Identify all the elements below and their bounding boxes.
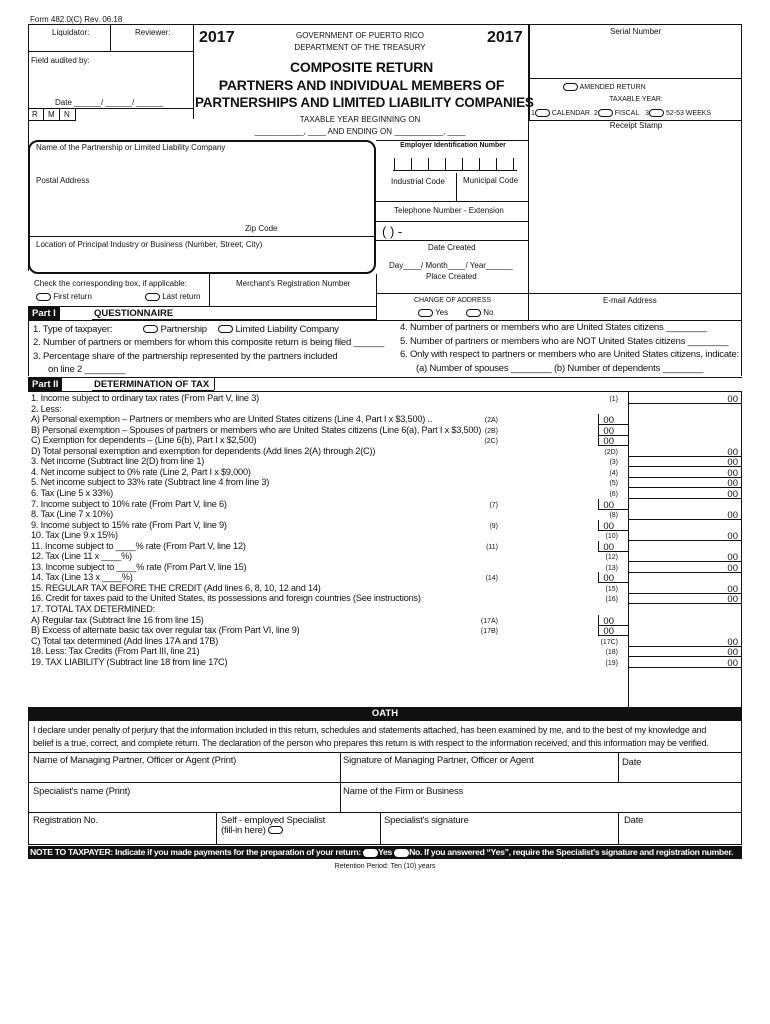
part2-line-text: C) Exemption for dependents – (Line 6(b), Part I x $2,500): [31, 435, 257, 445]
part2-line-text: 18. Less: Tax Credits (From Part III, line 21): [31, 646, 200, 656]
first-return-label: First return: [53, 292, 92, 302]
note-yes-label: Yes: [378, 847, 393, 857]
part2-line-ref: (15): [605, 586, 618, 593]
change-no-label: No: [483, 308, 494, 318]
date-field[interactable]: Date: [622, 757, 642, 768]
part2-line-ref: (6): [609, 491, 618, 498]
part2-line-text: 8. Tax (Line 7 x 10%): [31, 509, 113, 519]
ty-opt2-num: 2: [593, 109, 598, 117]
partnership-oval[interactable]: [143, 325, 158, 333]
weeks-oval[interactable]: [649, 109, 664, 117]
gov-line2: DEPARTMENT OF THE TREASURY: [294, 43, 426, 52]
part2-line-text: D) Total personal exemption and exemption for dependents (Add lines 2(A) through 2(C)): [31, 446, 376, 456]
ty-opt1-num: 1: [531, 109, 535, 117]
q1-llc[interactable]: [218, 325, 339, 335]
part2-line-text: A) Regular tax (Subtract line 16 from line 15): [31, 615, 204, 625]
part2-tag: Part II: [28, 378, 62, 391]
q1-label: 1. Type of taxpayer:: [33, 324, 113, 335]
change-no-oval[interactable]: [466, 309, 481, 317]
note-yes-oval[interactable]: [363, 849, 378, 857]
part2-line-text: B) Personal exemption – Spouses of partners or members who are United States citizens (Line 6(a), Part I x $3,500): [31, 425, 482, 435]
last-return-oval[interactable]: [145, 293, 160, 301]
part2-line-ref: (7): [489, 502, 498, 509]
llc-oval[interactable]: [218, 325, 233, 333]
self-employed-oval[interactable]: [268, 826, 283, 834]
part2-line-ref: (19): [605, 660, 618, 667]
q2-label: 2. Number of partners or members for whom this composite return is being filed ______: [33, 337, 385, 348]
part2-line-ref: (2B): [484, 428, 498, 435]
part2-line-ref: (2D): [604, 449, 618, 456]
part2-mid-cents: 00: [603, 426, 614, 437]
ty-opt3-num: 3: [645, 109, 649, 117]
part2-line-ref: (1): [609, 396, 618, 403]
tax-year-begin: TAXABLE YEAR BEGINNING ON: [299, 115, 421, 124]
telephone-label: Telephone Number - Extension: [394, 206, 504, 215]
managing-sig-field[interactable]: Signature of Managing Partner, Officer or Agent: [343, 755, 534, 766]
part2-line-text: 2. Less:: [31, 404, 62, 414]
part2-line-ref: (2C): [484, 438, 498, 445]
part2-right-cents: 00: [727, 489, 738, 500]
part2-line-ref: (13): [605, 565, 618, 572]
part2-line-text: 3. Net income (Subtract line 2(D) from line 1): [31, 456, 205, 466]
part2-line-ref: (2A): [484, 417, 498, 424]
ty-opt2-label: FISCAL: [614, 109, 640, 117]
part2-line-text: 16. Credit for taxes paid to the United States, its possessions and foreign countries (See instructions): [31, 593, 421, 603]
field-audited-label: Field audited by:: [31, 56, 90, 65]
part2-line-ref: (11): [486, 544, 498, 551]
part2-line-text: C) Total tax determined (Add lines 17A and 17B): [31, 636, 219, 646]
part2-line-ref: (12): [605, 554, 618, 561]
part2-line-ref: (14): [485, 575, 498, 582]
part2-line-text: B) Excess of alternate basic tax over regular tax (From Part VI, line 9): [31, 625, 300, 635]
part2-line-ref: (17B): [480, 628, 498, 635]
place-created-label: Place Created: [426, 272, 477, 281]
part2-right-cents: 00: [727, 584, 738, 595]
part2-line-text: 13. Income subject to ____% rate (From Part V, line 15): [31, 562, 247, 572]
phone-input[interactable]: ( ) -: [382, 224, 403, 239]
part2-line-text: 19. TAX LIABILITY (Subtract line 18 from line 17C): [31, 657, 228, 667]
ty-opt1-label: CALENDAR: [551, 109, 590, 117]
date2-field[interactable]: Date: [624, 815, 644, 826]
first-return-oval[interactable]: [36, 293, 51, 301]
part2-line-ref: (17A): [480, 618, 498, 625]
part2-right-cents: 00: [727, 647, 738, 658]
q1-partnership[interactable]: [143, 325, 207, 335]
merchant-reg-label: Merchant's Registration Number: [236, 279, 351, 288]
oath-text1: I declare under penalty of perjury that the information included in this return, schedules and statements attached, has been examined by me, and to the best of my knowledge and: [33, 725, 707, 735]
part2-mid-cents: 00: [603, 542, 614, 553]
part2-line-ref: (9): [489, 523, 498, 530]
part2-mid-cents: 00: [603, 616, 614, 627]
part2-line-ref: (8): [609, 512, 618, 519]
part2-mid-cents: 00: [603, 626, 614, 637]
date-created-label: Date Created: [428, 243, 476, 252]
part2-mid-cents: 00: [603, 415, 614, 426]
location-label: Location of Principal Industry or Business (Number, Street, City): [36, 240, 263, 249]
part2-mid-cents: 00: [603, 573, 614, 584]
specialist-sig-field[interactable]: Specialist's signature: [384, 815, 469, 826]
identity-rounded-box[interactable]: [28, 140, 376, 274]
part2-right-cents: 00: [727, 394, 738, 405]
reviewer-label: Reviewer:: [135, 28, 171, 37]
part2-right-cents: 00: [727, 594, 738, 605]
self-employed-label: Self - employed Specialist: [221, 815, 326, 826]
part2-line-ref: (16): [605, 596, 618, 603]
part2-mid-cents: 00: [603, 500, 614, 511]
title-composite: COMPOSITE RETURN: [289, 59, 434, 75]
q6-label: 6. Only with respect to partners or members who are United States citizens, indicate:: [400, 349, 739, 360]
date-created-input[interactable]: Day____/ Month____/ Year______: [389, 261, 513, 270]
last-return-option[interactable]: [145, 293, 200, 301]
date-line: Date ______/ ______/ ______: [55, 98, 164, 107]
managing-name-field[interactable]: Name of Managing Partner, Officer or Agent (Print): [33, 755, 237, 766]
year-left: 2017: [199, 29, 235, 46]
part2-heading: DETERMINATION OF TAX: [94, 379, 210, 390]
gov-line1: GOVERNMENT OF PUERTO RICO: [295, 31, 424, 40]
first-return-option[interactable]: [36, 293, 92, 301]
oath-heading: OATH: [371, 708, 399, 719]
part2-line-ref: (18): [605, 649, 618, 656]
part2-right-cents: 00: [727, 531, 738, 542]
rmn-r: R: [32, 110, 38, 119]
year-right: 2017: [487, 29, 523, 46]
q3-label: 3. Percentage share of the partnership represented by the partners included: [33, 351, 338, 362]
serial-number-label: Serial Number: [610, 27, 662, 36]
fiscal-oval[interactable]: [598, 109, 613, 117]
note-no-oval[interactable]: [394, 849, 409, 857]
change-yes-label: Yes: [435, 308, 449, 318]
check-box-label: Check the corresponding box, if applicable:: [34, 279, 187, 288]
part2-line-text: A) Personal exemption – Partners or members who are United States citizens (Line 4, Part I x $3,500) ..: [31, 414, 433, 424]
part2-line-ref: (3): [609, 459, 618, 466]
receipt-stamp: Receipt Stamp: [609, 121, 663, 130]
part2-right-cents: 00: [727, 563, 738, 574]
self-employed-fill[interactable]: [221, 826, 283, 836]
oath-text2: belief is a true, correct, and complete return. The declaration of the person who prepares this return is with respect to the information received, and this information may be verified.: [33, 738, 709, 748]
part2-line-text: 9. Income subject to 15% rate (From Part V, line 9): [31, 520, 227, 530]
q6b-label: (a) Number of spouses ________ (b) Number of dependents ________: [416, 363, 704, 374]
part2-line-ref: (10): [605, 533, 618, 540]
q4-label: 4. Number of partners or members who are United States citizens ________: [400, 322, 707, 333]
part2-line-text: 1. Income subject to ordinary tax rates (From Part V, line 3): [31, 393, 259, 403]
part2-line-text: 17. TOTAL TAX DETERMINED:: [31, 604, 155, 614]
change-address-yes[interactable]: [418, 309, 448, 317]
amended-label: AMENDED RETURN: [579, 83, 646, 91]
taxable-year-label: TAXABLE YEAR:: [609, 96, 663, 103]
ein-label: Employer Identification Number: [400, 142, 506, 149]
part2-mid-cents: 00: [603, 436, 614, 447]
municipal-code-label: Municipal Code: [463, 176, 519, 185]
part2-line-text: 5. Net income subject to 33% rate (Subtract line 4 from line 3): [31, 477, 270, 487]
part2-line-text: 10. Tax (Line 9 x 15%): [31, 530, 118, 540]
change-address-label: CHANGE OF ADDRESS: [413, 297, 491, 304]
q5-label: 5. Number of partners or members who are NOT United States citizens ________: [400, 336, 729, 347]
note-no-label: No. If you answered “Yes”, require the Specialist's signature and registration number.: [409, 847, 734, 857]
registration-field[interactable]: Registration No.: [33, 815, 98, 826]
part2-mid-cents: 00: [603, 521, 614, 532]
part2-line-text: 15. REGULAR TAX BEFORE THE CREDIT (Add lines 6, 8, 10, 12 and 14): [31, 583, 321, 593]
part2-right-cents: 00: [727, 457, 738, 468]
ty-opt3-label: 52-53 WEEKS: [665, 109, 712, 117]
part2-line-text: 4. Net income subject to 0% rate (Line 2, Part I x $9,000): [31, 467, 251, 477]
specialist-name-field[interactable]: Specialist's name (Print): [33, 786, 131, 797]
part2-line-text: 14. Tax (Line 13 x ____%): [31, 572, 133, 582]
postal-address-label: Postal Address: [36, 176, 90, 185]
industrial-code-label: Industrial Code: [391, 177, 445, 186]
part2-right-cents: 00: [727, 468, 738, 479]
rmn-n: N: [64, 110, 70, 119]
email-label: E-mail Address: [603, 296, 657, 305]
liquidator-label: Liquidator:: [52, 28, 90, 37]
last-return-label: Last return: [162, 292, 201, 302]
part2-line-ref: (5): [609, 480, 618, 487]
retention-period: Retention Period: Ten (10) years: [334, 863, 436, 870]
part2-line-text: 6. Tax (Line 5 x 33%): [31, 488, 113, 498]
amount-column: [628, 391, 742, 707]
change-yes-oval[interactable]: [418, 309, 433, 317]
part2-right-cents: 00: [727, 478, 738, 489]
title-partners: PARTNERS AND INDIVIDUAL MEMBERS OF: [218, 77, 505, 93]
part2-right-cents: 00: [727, 637, 738, 648]
part2-right-cents: 00: [727, 552, 738, 563]
zip-code-label: Zip Code: [245, 224, 278, 233]
q3b-label: on line 2 ________: [48, 364, 126, 375]
amended-return[interactable]: [563, 83, 646, 91]
firm-name-field[interactable]: Name of the Firm or Business: [343, 786, 464, 797]
llc-label: Limited Liability Company: [235, 324, 339, 335]
change-address-no[interactable]: [466, 309, 493, 317]
tax-year-end: ___________, ____ AND ENDING ON ___________, ____: [254, 127, 466, 136]
form-id: Form 482.0(C) Rev. 06.18: [30, 15, 123, 24]
amended-oval[interactable]: [563, 83, 578, 91]
part2-right-cents: 00: [727, 510, 738, 521]
part1-heading: QUESTIONNAIRE: [94, 308, 174, 319]
part2-line-text: 11. Income subject to ____% rate (From Part V, line 12): [31, 541, 246, 551]
partnership-name-label: Name of the Partnership or Limited Liability Company: [36, 143, 226, 152]
part2-right-cents: 00: [727, 658, 738, 669]
part2-line-text: 7. Income subject to 10% rate (From Part V, line 6): [31, 499, 227, 509]
fill-in-label: (fill-in here): [221, 825, 266, 836]
taxable-year-options[interactable]: [531, 109, 711, 117]
partnership-label: Partnership: [160, 324, 207, 335]
note-text: NOTE TO TAXPAYER: Indicate if you made payments for the preparation of your return:: [30, 847, 361, 857]
part2-line-ref: (17C): [600, 639, 618, 646]
note-to-taxpayer: [30, 848, 733, 857]
part2-right-cents: 00: [727, 447, 738, 458]
part2-line-ref: (4): [609, 470, 618, 477]
part2-line-text: 12. Tax (Line 11 x ____%): [31, 551, 132, 561]
calendar-oval[interactable]: [535, 109, 550, 117]
part1-tag: Part I: [28, 307, 60, 320]
rmn-m: M: [48, 110, 55, 119]
title-partnerships: PARTNERSHIPS AND LIMITED LIABILITY COMPANIES: [195, 95, 534, 110]
